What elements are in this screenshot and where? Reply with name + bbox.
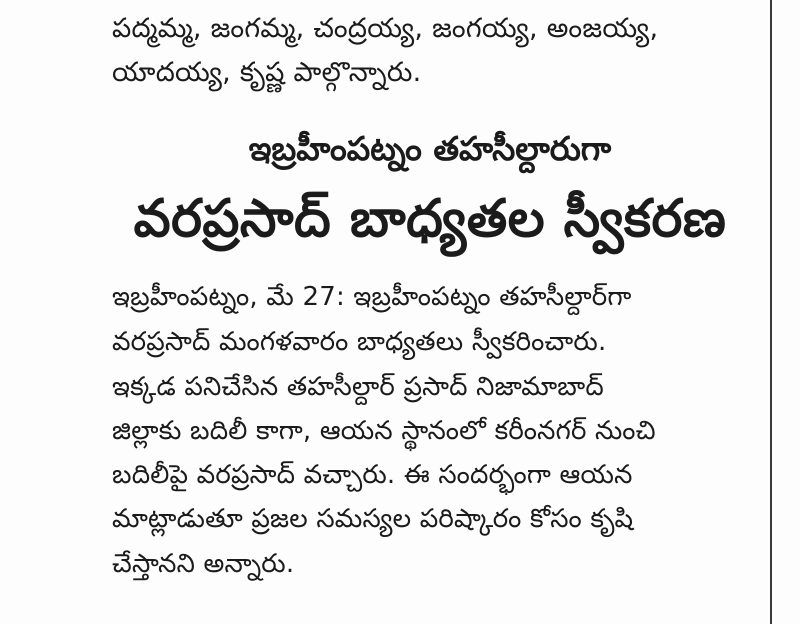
article-body-line: ఇబ్రహీంపట్నం, మే 27: ఇబ్రహీంపట్నం తహసీల్దార్‌గా	[112, 282, 632, 312]
article-headline: వరప్రసాద్ బాధ్యతల స్వీకరణ	[133, 189, 727, 249]
article-body-line: జిల్లాకు బదిలీ కాగా, ఆయన స్థానంలో కరీంనగర్ నుంచి	[112, 416, 656, 446]
article-body-line: వరప్రసాద్ మంగళవారం బాధ్యతలు స్వీకరించారు.	[112, 327, 607, 357]
column-divider	[770, 0, 772, 624]
article-subheading: ఇబ్రహీంపట్నం తహసీల్దారుగా	[248, 129, 612, 168]
previous-article-line: పద్మమ్మ, జంగమ్మ, చంద్రయ్య, జంగయ్య, అంజయ్య,	[112, 13, 659, 44]
cut-off-next-headline	[112, 604, 748, 624]
article-body-line: మాట్లాడుతూ ప్రజల సమస్యల పరిష్కారం కోసం కృషి	[112, 504, 634, 534]
previous-article-line: యాదయ్య, కృష్ణ పాల్గొన్నారు.	[112, 57, 422, 88]
article-body-line: చేస్తానని అన్నారు.	[112, 549, 295, 579]
article-body-line: ఇక్కడ పనిచేసిన తహసీల్దార్ ప్రసాద్ నిజామాబాద్	[112, 372, 604, 402]
article-body-line: బదిలీపై వరప్రసాద్ వచ్చారు. ఈ సందర్భంగా ఆయన	[112, 460, 633, 490]
